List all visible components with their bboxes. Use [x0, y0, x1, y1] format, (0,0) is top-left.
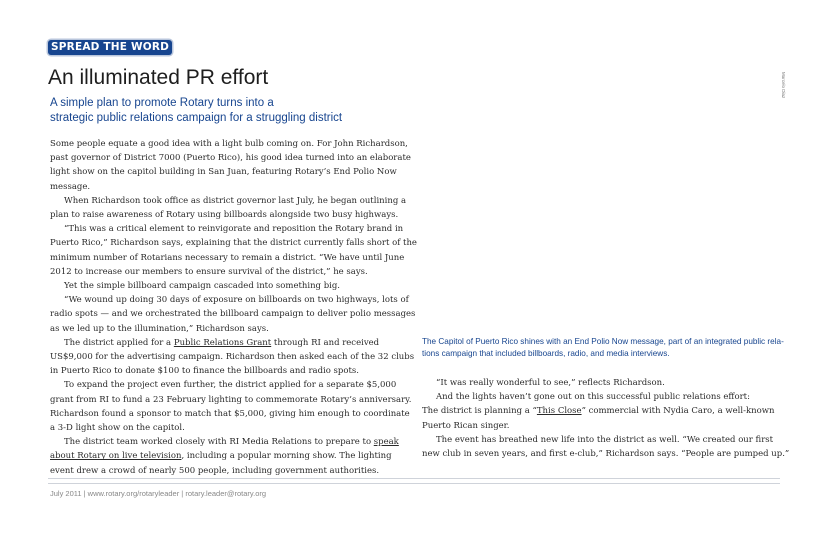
subtitle-line: strategic public relations campaign for a struggling district [50, 112, 343, 124]
text-line [422, 404, 792, 418]
public-relations-grant-link[interactable]: Public Relations Grant [173, 337, 272, 348]
text-line: When Richardson took office as district governor last July, he began outlining a [64, 195, 407, 206]
text-run: through RI and received [271, 337, 380, 348]
speak-on-tv-link[interactable]: about Rotary on live television [50, 451, 182, 462]
photo-caption [422, 336, 792, 361]
text-line: And the lights haven’t gone out on this successful public relations effort: [436, 392, 750, 403]
text-line: “This was a critical element to reinvigorate and reposition the Rotary brand in [64, 224, 404, 235]
paragraph [50, 435, 410, 478]
section-badge: SPREAD THE WORD [48, 40, 172, 55]
text-line: Some people equate a good idea with a light bulb coming on. For John Richardson, [50, 139, 408, 149]
caption-line: The Capitol of Puerto Rico shines with an End Polio Now message, part of an integrated public rela- [422, 337, 784, 346]
text-line: Richardson found a sponsor to match that $5,000, giving him enough to coordinate [50, 408, 410, 419]
text-run: The district team worked closely with RI Media Relations to prepare to [64, 437, 374, 448]
text-line: event drew a crowd of nearly 500 people, including government authorities. [50, 465, 380, 476]
paragraph [50, 194, 410, 222]
caption-line: tions campaign that included billboards, radio, and media interviews. [422, 349, 670, 359]
text-line: in Puerto Rico to donate $100 to finance the billboards and radio spots. [50, 366, 359, 377]
text-line: message. [50, 181, 91, 192]
photo-credit: Marcelo Diaz [781, 72, 786, 99]
paragraph [50, 279, 410, 293]
text-line [50, 449, 410, 463]
text-line: To expand the project even further, the district applied for a separate $5,000 [64, 380, 397, 391]
footer-divider [48, 483, 780, 484]
text-run: ” commercial with Nydia Caro, a well-known [581, 406, 775, 417]
text-run: The district is planning a “ [422, 406, 537, 417]
paragraph [50, 336, 415, 379]
text-line: a 3-D light show on the capitol. [50, 423, 185, 434]
text-line [50, 336, 410, 350]
paragraph [50, 293, 416, 336]
footer-divider [48, 478, 780, 479]
text-line: 2012 to increase our members to ensure survival of the district,” he says. [50, 266, 368, 277]
paragraph [422, 390, 792, 433]
text-line: Puerto Rico,” Richardson says, explaining that the district currently falls short of the [50, 238, 417, 249]
article-title: An illuminated PR effort [48, 66, 269, 89]
text-line: “We wound up doing 30 days of exposure on billboards on two highways, lots of [64, 295, 409, 306]
text-line [422, 433, 792, 447]
text-run: The district applied for a [64, 337, 174, 348]
text-line: plan to raise awareness of Rotary using billboards alongside two busy highways. [50, 210, 399, 221]
paragraph [50, 222, 417, 279]
page-footer: July 2011 | www.rotary.org/rotaryleader | rotary.leader@rotary.org [50, 489, 267, 498]
text-line: Puerto Rican singer. [422, 420, 510, 431]
text-run: , including a popular morning show. The lighting [181, 451, 392, 462]
left-column [50, 137, 417, 478]
paragraph [422, 433, 792, 461]
text-run: The event has breathed new life into the district as well. “We created our first [436, 434, 774, 445]
paragraph [50, 137, 410, 194]
text-line: Yet the simple billboard campaign cascaded into something big. [64, 281, 340, 292]
speak-on-tv-link[interactable]: speak [373, 437, 399, 448]
this-close-link[interactable]: This Close [536, 406, 582, 417]
article-subtitle [50, 96, 350, 126]
text-line: light show on the capitol building in San Juan, featuring Rotary’s End Polio Now [50, 167, 397, 178]
text-line: US$9,000 for the advertising campaign. Richardson then asked each of the 32 clubs [50, 352, 415, 363]
text-line: past governor of District 7000 (Puerto Rico), his good idea turned into an elaborate [50, 153, 411, 164]
text-line [50, 435, 410, 449]
text-line: minimum number of Rotarians necessary to remain a district. “We have until June [50, 252, 405, 263]
text-line: “It was really wonderful to see,” reflects Richardson. [436, 378, 665, 388]
text-line: grant from RI to fund a 23 February lighting to commemorate Rotary’s anniversary. [50, 394, 412, 405]
text-line: radio spots — and we orchestrated the billboard campaign to deliver polio messages [50, 309, 416, 320]
subtitle-line: A simple plan to promote Rotary turns into a [50, 97, 274, 109]
right-column [422, 376, 792, 461]
text-line: as we led up to the illumination,” Richardson says. [50, 323, 269, 334]
paragraph [50, 378, 410, 435]
paragraph [422, 376, 792, 390]
text-line: new club in seven years, and first e-club,” Richardson says. “People are pumped up.” [422, 449, 790, 460]
